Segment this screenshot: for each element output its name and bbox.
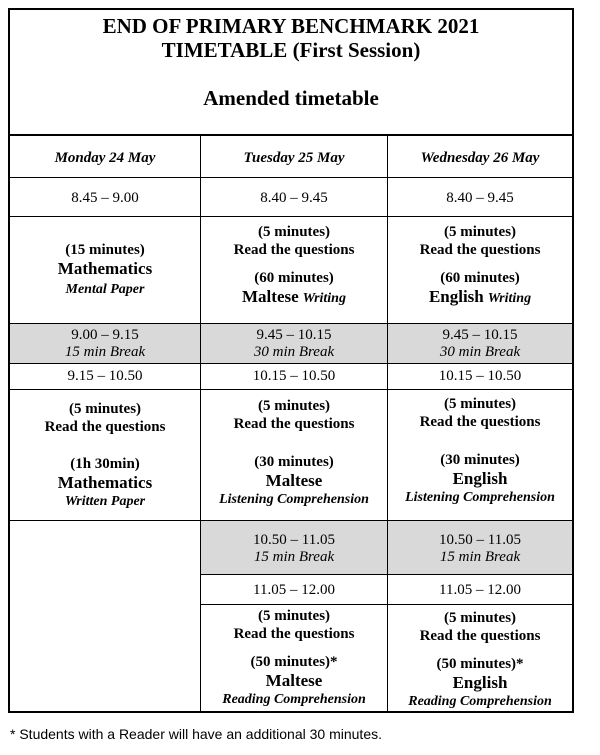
row-line-slot1-end (10, 323, 572, 324)
wednesday-slot2-block (388, 395, 572, 506)
wednesday-slot1-read: Read the questions (419, 242, 541, 258)
wednesday-break2-time: 10.50 – 11.05 (439, 532, 521, 548)
wednesday-slot1-read-duration: (5 minutes) (443, 224, 517, 240)
row-line-break2-end (201, 574, 572, 575)
monday-break-label: 15 min Break (64, 344, 146, 360)
wednesday-slot3-read-duration: (5 minutes) (443, 610, 517, 626)
tuesday-slot1-block (201, 223, 387, 307)
tuesday-slot1-paper: Writing (302, 291, 346, 306)
tuesday-break2-label: 15 min Break (253, 549, 335, 565)
tuesday-slot3-duration: (50 minutes)* (250, 654, 338, 670)
wednesday-slot3-read: Read the questions (419, 628, 541, 644)
tuesday-slot1-read-duration: (5 minutes) (257, 224, 331, 240)
wednesday-slot1-block (388, 223, 572, 307)
header-subtitle: TIMETABLE (First Session) (161, 38, 421, 62)
wednesday-slot1-subject: English (428, 287, 484, 306)
monday-slot1-paper: Mental Paper (65, 282, 145, 297)
wednesday-slot1-time: 8.40 – 9.45 (446, 190, 514, 206)
tuesday-slot2-block (201, 397, 387, 508)
tuesday-slot1-subject: Maltese (242, 287, 299, 306)
row-line-slot2-time (10, 389, 572, 390)
tuesday-slot1-duration: (60 minutes) (254, 270, 334, 286)
tuesday-break2-time: 10.50 – 11.05 (253, 532, 335, 548)
row-line-slot1-time (10, 216, 572, 217)
tuesday-slot3-read-duration: (5 minutes) (257, 608, 331, 624)
monday-slot1-duration: (15 minutes) (65, 242, 145, 258)
wednesday-break1-label: 30 min Break (439, 344, 521, 360)
tuesday-slot1-subject-line (201, 287, 387, 307)
tuesday-slot2-time: 10.15 – 10.50 (252, 368, 336, 384)
tuesday-slot3-paper: Reading Comprehension (222, 692, 366, 707)
wednesday-slot1-subject-line (388, 287, 572, 307)
tuesday-slot3-time: 11.05 – 12.00 (253, 582, 335, 598)
wednesday-slot3-time: 11.05 – 12.00 (439, 582, 521, 598)
row-line-days (10, 177, 572, 178)
timetable-frame (8, 8, 574, 713)
wednesday-slot2-read: Read the questions (419, 414, 541, 430)
wednesday-slot2-paper: Listening Comprehension (405, 490, 555, 505)
wednesday-slot2-time: 10.15 – 10.50 (438, 368, 522, 384)
timetable-header (10, 10, 572, 136)
tuesday-slot2-read-duration: (5 minutes) (257, 398, 331, 414)
day-header-monday: Monday 24 May (54, 150, 156, 166)
wednesday-slot1-paper: Writing (487, 291, 532, 306)
wednesday-slot2-read-duration: (5 minutes) (443, 396, 517, 412)
monday-slot2-read-duration: (5 minutes) (68, 401, 142, 417)
monday-slot2-subject: Mathematics (57, 473, 153, 492)
wednesday-slot3-block (388, 609, 572, 710)
monday-slot2-read: Read the questions (44, 419, 166, 435)
wednesday-slot1-duration: (60 minutes) (440, 270, 520, 286)
header-amended: Amended timetable (203, 86, 379, 110)
wednesday-break1-time: 9.45 – 10.15 (442, 327, 518, 343)
row-line-slot3-time (201, 604, 572, 605)
tuesday-break2 (201, 531, 387, 566)
wednesday-slot3-paper: Reading Comprehension (408, 694, 552, 709)
wednesday-slot2-duration: (30 minutes) (440, 452, 520, 468)
tuesday-slot3-block (201, 607, 387, 708)
tuesday-slot3-subject: Maltese (265, 671, 323, 690)
tuesday-slot2-paper: Listening Comprehension (219, 492, 369, 507)
monday-slot1-subject: Mathematics (57, 259, 153, 278)
footnote: * Students with a Reader will have an additional 30 minutes. (10, 726, 382, 742)
tuesday-slot1-read: Read the questions (233, 242, 355, 258)
wednesday-break1 (388, 326, 572, 361)
wednesday-break2-label: 15 min Break (439, 549, 521, 565)
monday-slot2-duration: (1h 30min) (70, 456, 140, 472)
monday-slot2-time: 9.15 – 10.50 (67, 368, 143, 384)
tuesday-slot1-time: 8.40 – 9.45 (260, 190, 328, 206)
tuesday-break1-time: 9.45 – 10.15 (256, 327, 332, 343)
tuesday-slot2-duration: (30 minutes) (254, 454, 334, 470)
day-header-wednesday: Wednesday 26 May (420, 150, 540, 166)
monday-slot1-time: 8.45 – 9.00 (71, 190, 139, 206)
tuesday-break1 (201, 326, 387, 361)
tuesday-slot2-read: Read the questions (233, 416, 355, 432)
wednesday-slot3-subject: English (452, 673, 508, 692)
header-title: END OF PRIMARY BENCHMARK 2021 (102, 14, 480, 38)
tuesday-break1-label: 30 min Break (253, 344, 335, 360)
wednesday-slot2-subject: English (452, 469, 508, 488)
wednesday-break2 (388, 531, 572, 566)
monday-slot2-block (10, 400, 200, 510)
row-line-break1-end (10, 363, 572, 364)
tuesday-slot2-subject: Maltese (265, 471, 323, 490)
row-line-slot2-end (10, 520, 572, 521)
monday-slot1-block (10, 241, 200, 298)
monday-slot2-paper: Written Paper (64, 494, 146, 509)
monday-break-time: 9.00 – 9.15 (71, 327, 139, 343)
tuesday-slot3-read: Read the questions (233, 626, 355, 642)
monday-break (10, 326, 200, 361)
wednesday-slot3-duration: (50 minutes)* (436, 656, 524, 672)
day-header-tuesday: Tuesday 25 May (243, 150, 345, 166)
